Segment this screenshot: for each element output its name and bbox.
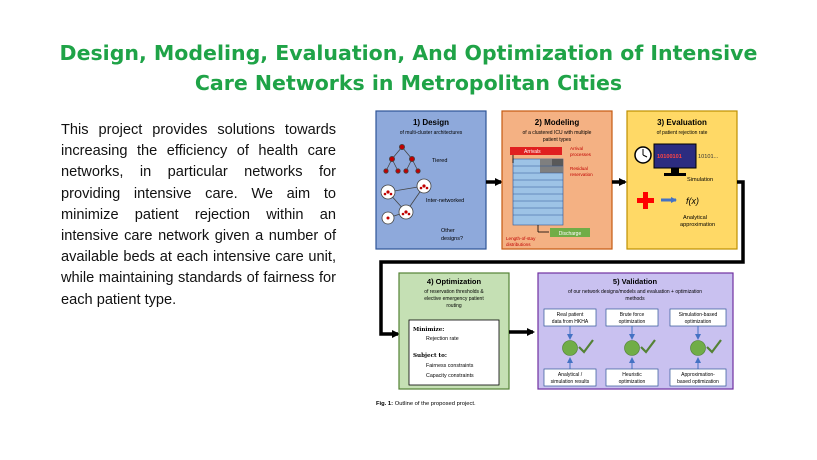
design-panel — [376, 111, 486, 249]
optimization-subtitle-2: elective emergency patient — [424, 296, 484, 302]
figure-caption-label: Fig. 1: — [376, 401, 394, 407]
validation-node-2 — [625, 341, 640, 356]
validation-node-1 — [563, 341, 578, 356]
residual-reservation-1: Residual — [570, 166, 588, 171]
figure-caption-text: Outline of the proposed project. — [393, 401, 476, 407]
arrival-processes-1: Arrival — [570, 146, 584, 151]
validation-top-1-line1: Real patient — [556, 312, 584, 318]
fx-formula: f(x) — [686, 196, 699, 206]
modeling-subtitle-1: of a clustered ICU with multiple — [522, 130, 592, 136]
validation-bottom-1-line2: simulation results — [550, 379, 590, 385]
arrival-processes-2: processes — [570, 152, 591, 157]
validation-bottom-3-line1: Approximation- — [681, 372, 715, 378]
binary-text-1: 10100101 — [657, 154, 682, 160]
validation-top-1-line2: data from HKHA — [551, 319, 589, 325]
evaluation-heading: 3) Evaluation — [657, 118, 707, 127]
length-of-stay-1: Length-of-stay — [506, 236, 536, 241]
icu-bed-grid — [513, 155, 563, 225]
optimization-subtitle-3: routing — [446, 303, 462, 309]
discharge-label: Discharge — [558, 231, 582, 237]
validation-subtitle-2: methods — [625, 296, 645, 302]
residual-reservation-2: reservation — [570, 172, 593, 177]
minimize-label: Minimize: — [413, 327, 445, 333]
validation-bottom-1-line1: Analytical / — [557, 372, 583, 378]
page-title: Design, Modeling, Evaluation, And Optimization of Intensive Care Networks in Metropolitan Cities — [59, 41, 758, 95]
rejection-rate-label: Rejection rate — [426, 336, 459, 342]
subject-to-label: Subject to: — [413, 353, 447, 359]
other-designs-line1: Other — [441, 228, 455, 234]
binary-text-2: 10101... — [698, 154, 719, 160]
capacity-constraints-label: Capacity constraints — [426, 373, 474, 379]
validation-heading: 5) Validation — [612, 277, 658, 286]
clock-icon — [635, 147, 651, 163]
evaluation-panel — [627, 111, 737, 249]
validation-bottom-2-line2: optimization — [618, 379, 646, 385]
evaluation-subtitle: of patient rejection rate — [656, 130, 708, 136]
analytical-label-2: approximation — [680, 222, 716, 228]
simulation-label: Simulation — [687, 177, 714, 183]
validation-bottom-3-line2: based optimization — [677, 379, 719, 385]
validation-subtitle-1: of our network designs/models and evaluation + optimization — [567, 289, 703, 295]
optimization-subtitle-1: of reservation thresholds & — [424, 289, 484, 295]
arrivals-label: Arrivals — [524, 149, 541, 155]
validation-panel — [538, 273, 733, 389]
tiered-label: Tiered — [432, 158, 448, 164]
validation-node-3 — [691, 341, 706, 356]
project-description: This project provides solutions towards increasing the efficiency of health care networks, in particular networks for providing intensive care. We aim to minimize patient rejection within an intensive care network given a number of available beds at each intensive care unit, while maintaining standards of fairness for each patient type. — [61, 122, 336, 308]
inter-networked-label: Inter-networked — [426, 198, 465, 204]
other-designs-line2: designs? — [441, 236, 464, 242]
validation-top-2-line2: optimization — [618, 319, 646, 325]
optimization-panel — [399, 273, 509, 389]
fairness-constraints-label: Fairness constraints — [426, 363, 474, 369]
length-of-stay-2: distributions — [506, 242, 531, 247]
optimization-heading: 4) Optimization — [426, 277, 482, 286]
validation-bottom-2-line1: Heuristic — [622, 372, 642, 378]
design-subtitle: of multi-cluster architectures — [399, 130, 463, 136]
figure-caption — [376, 401, 476, 407]
design-heading: 1) Design — [412, 118, 450, 127]
validation-top-3-line2: optimization — [684, 319, 712, 325]
modeling-subtitle-2: patient types — [542, 137, 572, 143]
validation-top-2-line1: Brute force — [619, 312, 645, 318]
validation-top-3-line1: Simulation-based — [678, 312, 718, 318]
modeling-heading: 2) Modeling — [534, 118, 580, 127]
modeling-panel — [502, 111, 612, 249]
analytical-label-1: Analytical — [683, 215, 707, 221]
